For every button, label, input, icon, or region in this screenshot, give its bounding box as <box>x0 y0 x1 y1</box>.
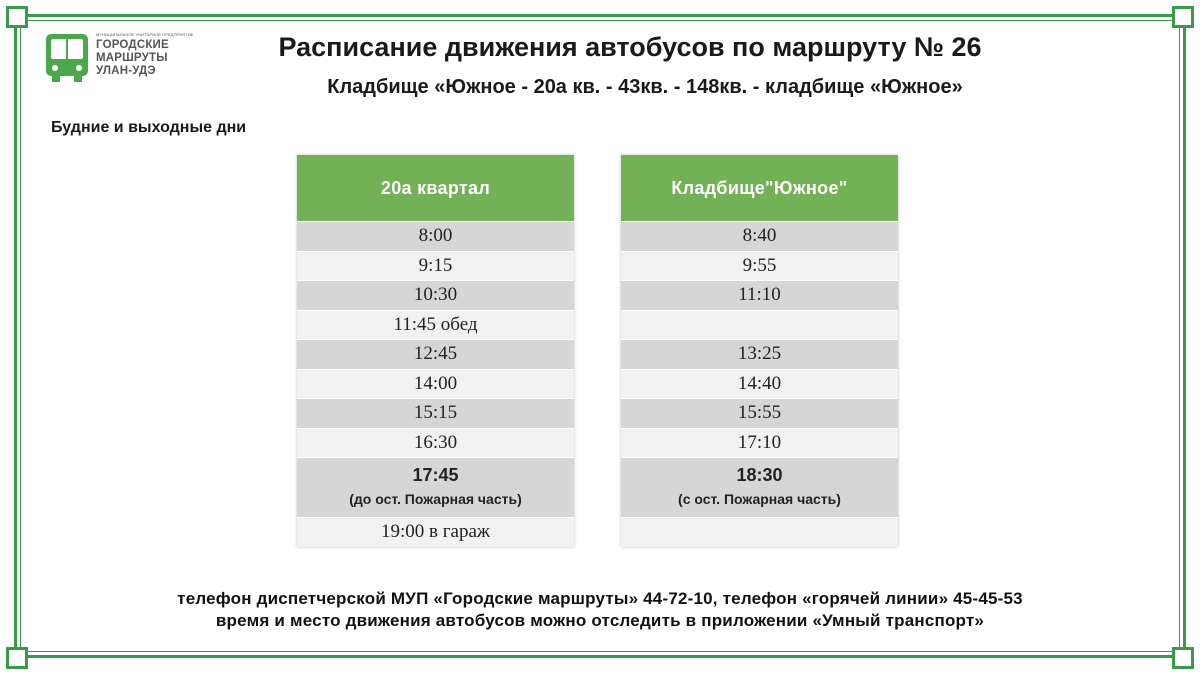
logo-line-2: МАРШРУТЫ <box>96 52 168 64</box>
page-title: Расписание движения автобусов по маршруту № 26 <box>278 32 982 62</box>
frame-top-line <box>14 14 1186 17</box>
frame-left-line <box>14 14 17 658</box>
last-trip-note: (до ост. Пожарная часть) <box>349 490 522 507</box>
schedule-row: 9:15 <box>297 251 574 281</box>
table-body <box>621 221 898 457</box>
frame-corner-top-left <box>6 6 28 28</box>
schedule-row: 15:15 <box>297 398 574 428</box>
schedule-row: 14:40 <box>621 369 898 399</box>
frame-corner-bottom-left <box>6 647 28 669</box>
frame-bottom-line-inner <box>14 651 1186 652</box>
schedule-row: 9:55 <box>621 251 898 281</box>
schedule-row: 17:10 <box>621 428 898 458</box>
schedule-row: 8:00 <box>297 221 574 251</box>
footer-app-note: время и место движения автобусов можно отследить в приложении «Умный транспорт» <box>215 611 985 630</box>
route-subtitle: Кладбище «Южное - 20а кв. - 43кв. - 148кв. - кладбище «Южное» <box>327 76 963 98</box>
schedule-row: 13:25 <box>621 339 898 369</box>
logo-line-1: ГОРОДСКИЕ <box>96 39 169 51</box>
schedule-row: 11:10 <box>621 280 898 310</box>
frame-right-line <box>1183 14 1186 658</box>
table-body <box>297 221 574 457</box>
schedule-table-cemetery <box>621 155 898 547</box>
frame-top-line-inner <box>14 20 1186 21</box>
last-trip-time: 17:45 <box>412 464 459 485</box>
schedule-row: 16:30 <box>297 428 574 458</box>
frame-bottom-line <box>14 655 1186 658</box>
schedule-row-last-trip <box>297 457 574 517</box>
last-trip-time: 18:30 <box>736 464 783 485</box>
frame-left-line-inner <box>20 14 21 658</box>
footer-phones: телефон диспетчерской МУП «Городские маршруты» 44-72-10, телефон «горячей линии» 45-45-53 <box>177 589 1023 608</box>
schedule-row-empty <box>621 517 898 547</box>
schedule-row: 14:00 <box>297 369 574 399</box>
frame-corner-top-right <box>1172 6 1194 28</box>
frame-right-line-inner <box>1179 14 1180 658</box>
days-label: Будние и выходные дни <box>51 119 247 136</box>
table-header: 20а квартал <box>297 155 574 221</box>
bus-logo-icon <box>44 32 90 82</box>
schedule-row: 10:30 <box>297 280 574 310</box>
frame-corner-bottom-right <box>1172 647 1194 669</box>
schedule-table-20a <box>297 155 574 547</box>
table-header: Кладбище"Южное" <box>621 155 898 221</box>
logo-org-text: МУНИЦИПАЛЬНОЕ УНИТАРНОЕ ПРЕДПРИЯТИЕ <box>96 32 194 37</box>
schedule-row: 12:45 <box>297 339 574 369</box>
schedule-row: 15:55 <box>621 398 898 428</box>
logo-line-3: УЛАН-УДЭ <box>96 65 156 77</box>
last-trip-note: (с ост. Пожарная часть) <box>678 490 841 507</box>
schedule-row: 8:40 <box>621 221 898 251</box>
schedule-row: 11:45 обед <box>297 310 574 340</box>
schedule-row <box>621 310 898 340</box>
schedule-row-garage: 19:00 в гараж <box>297 517 574 547</box>
schedule-row-last-trip <box>621 457 898 517</box>
